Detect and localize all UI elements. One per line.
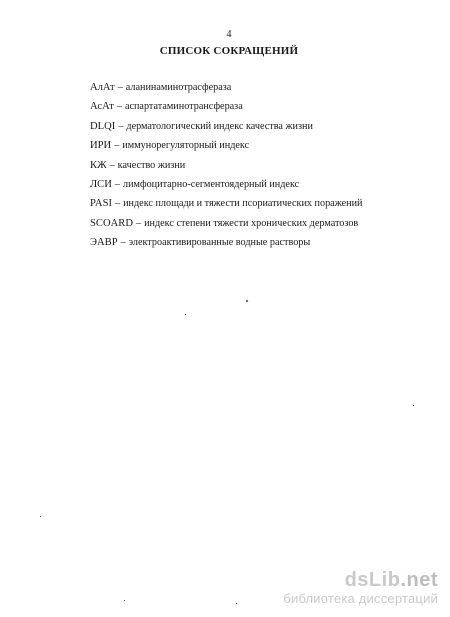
- dash-separator: –: [118, 120, 124, 132]
- list-item: [90, 78, 362, 97]
- abbreviation-definition: индекс площади и тяжести псориатических поражений: [123, 198, 363, 210]
- list-item: [90, 136, 362, 155]
- dash-separator: –: [135, 217, 142, 229]
- abbreviation-definition: аспартатаминотрансфераза: [124, 101, 243, 113]
- watermark-logo: [283, 569, 438, 591]
- watermark-caption: библиотека диссертаций: [283, 591, 438, 606]
- page-title: СПИСОК СОКРАЩЕНИЙ: [159, 45, 299, 57]
- dash-separator: –: [109, 159, 115, 171]
- list-item: [90, 97, 362, 116]
- scan-speck: [185, 314, 186, 315]
- abbreviation-definition: иммунорегуляторный индекс: [122, 140, 250, 152]
- abbreviation-definition: индекс степени тяжести хронических дерматозов: [144, 217, 359, 229]
- list-item: [90, 233, 362, 252]
- abbreviation-term: ЭАВР: [90, 237, 118, 249]
- abbreviation-list: [90, 78, 362, 253]
- abbreviation-definition: аланинаминотрасфераза: [125, 82, 232, 93]
- list-item: [90, 194, 362, 213]
- abbreviation-definition: электроактивированные водные растворы: [128, 237, 311, 249]
- watermark-logo-main: dsLib: [344, 569, 401, 591]
- dash-separator: –: [114, 178, 120, 190]
- abbreviation-term: ЛСИ: [90, 178, 112, 190]
- page-number: 4: [226, 29, 232, 40]
- dash-separator: –: [116, 101, 122, 113]
- dash-separator: –: [117, 82, 123, 93]
- abbreviation-term: PASI: [90, 198, 112, 210]
- watermark: [283, 569, 438, 607]
- dash-separator: –: [120, 237, 126, 249]
- scan-speck: [40, 516, 41, 517]
- abbreviation-term: АлАт: [90, 82, 115, 93]
- abbreviation-term: АсАт: [90, 101, 114, 113]
- dash-separator: –: [115, 198, 121, 210]
- abbreviation-term: ИРИ: [90, 140, 112, 152]
- scan-speck: [124, 600, 125, 601]
- list-item: [90, 214, 362, 233]
- scan-speck: [236, 603, 237, 604]
- abbreviation-term: КЖ: [90, 159, 107, 171]
- abbreviation-definition: качество жизни: [117, 159, 186, 171]
- list-item: [90, 156, 362, 175]
- list-item: [90, 175, 362, 194]
- abbreviation-definition: дерматологический индекс качества жизни: [126, 120, 313, 132]
- watermark-logo-tld: .net: [400, 569, 438, 591]
- scan-speck: [413, 405, 414, 406]
- abbreviation-term: DLQI: [90, 120, 116, 132]
- list-item: [90, 117, 362, 136]
- dash-separator: –: [114, 140, 120, 152]
- abbreviation-definition: лимфоцитарно-сегментоядерный индекс: [123, 178, 300, 190]
- scan-speck: [246, 300, 249, 303]
- abbreviation-term: SCOARD: [90, 217, 133, 229]
